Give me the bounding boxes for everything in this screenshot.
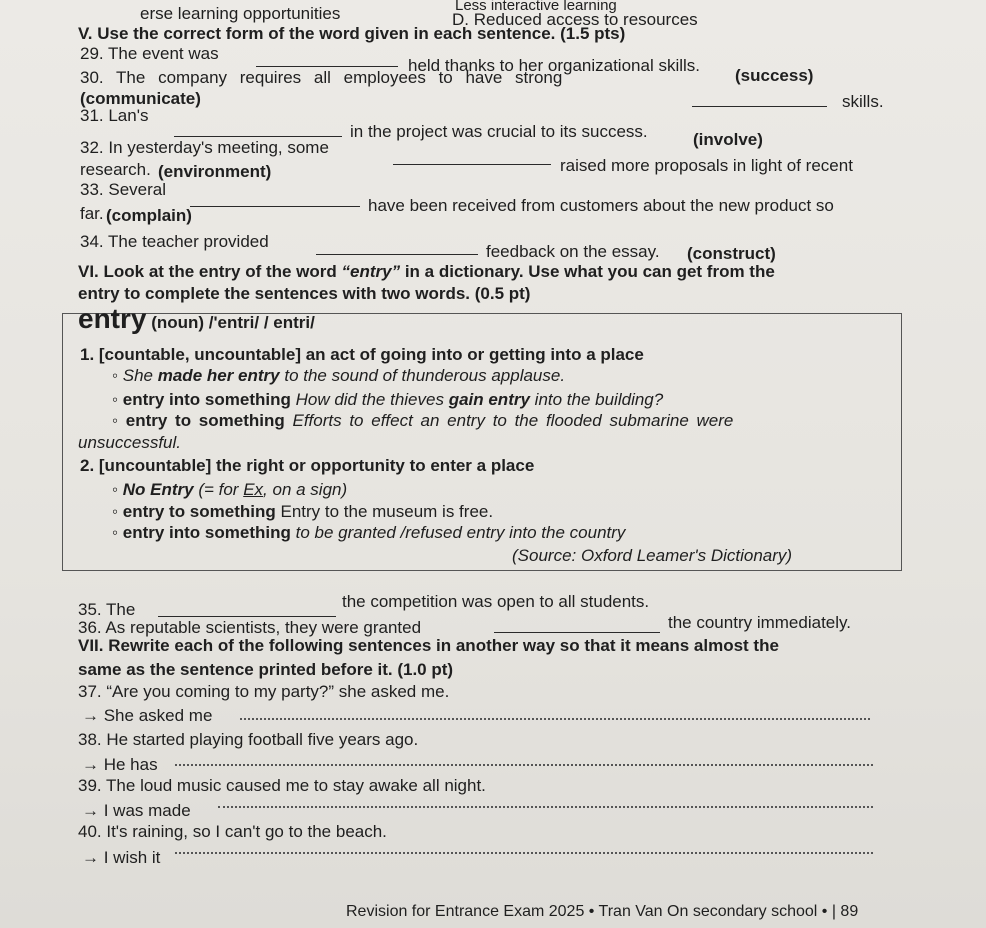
- option-d: D. Reduced access to resources: [452, 10, 698, 29]
- sense-2: 2. [uncountable] the right or opportunity to enter a place: [80, 456, 535, 475]
- q37-prompt: 37. “Are you coming to my party?” she asked me.: [78, 682, 450, 701]
- section5-heading: V. Use the correct form of the word given in each sentence. (1.5 pts): [78, 24, 626, 43]
- q31-blank[interactable]: [174, 136, 342, 137]
- q29-before: 29. The event was: [80, 44, 219, 63]
- q36-after: the country immediately.: [668, 613, 851, 632]
- q38-prompt: 38. He started playing football five years ago.: [78, 730, 419, 749]
- q39-start: → I was made: [82, 801, 191, 820]
- sense-1: 1. [countable, uncountable] an act of going into or getting into a place: [80, 345, 644, 364]
- q32-blank[interactable]: [393, 164, 551, 165]
- example-2: ◦ entry into something How did the thieves gain entry into the building?: [112, 390, 664, 409]
- q33-blank[interactable]: [190, 206, 360, 207]
- section6-heading-line1: VI. Look at the entry of the word “entry” in a dictionary. Use what you can get from the: [78, 262, 775, 281]
- q33-hint: (complain): [106, 206, 192, 225]
- q32-after: raised more proposals in light of recent: [560, 156, 853, 175]
- page-footer: Revision for Entrance Exam 2025 • Tran Van On secondary school • | 89: [346, 903, 859, 920]
- example-3: ◦ entry to something Efforts to effect an entry to the flooded submarine were: [112, 411, 734, 430]
- q35-after: the competition was open to all students.: [342, 592, 650, 611]
- q40-answer-line[interactable]: [175, 852, 873, 854]
- q32-before: 32. In yesterday's meeting, some: [80, 138, 329, 157]
- q29-hint: (success): [735, 66, 814, 85]
- q40-prompt: 40. It's raining, so I can't go to the beach.: [78, 822, 387, 841]
- q34-before: 34. The teacher provided: [80, 232, 269, 251]
- example-4: ◦ No Entry (= for Ex, on a sign): [112, 480, 348, 499]
- q35-before: 35. The: [78, 600, 136, 619]
- q31-hint: (involve): [693, 130, 763, 149]
- example-3-cont: unsuccessful.: [78, 433, 181, 452]
- q29-after: held thanks to her organizational skills.: [408, 56, 700, 75]
- option-top-fragment: Less interactive learning: [455, 0, 617, 14]
- q40-start: → I wish it: [82, 848, 161, 867]
- q30-line1: 30. The company requires all employees to have strong: [80, 68, 563, 87]
- q36-blank[interactable]: [494, 632, 660, 633]
- section7-heading-line2: same as the sentence printed before it. (1.0 pt): [78, 660, 454, 679]
- dictionary-headword: entry (noun) /'entri/ / entri/: [78, 303, 315, 334]
- q38-answer-line[interactable]: [175, 764, 873, 766]
- q33-line2: far.: [80, 204, 104, 223]
- q32-line2: research.: [80, 160, 151, 179]
- q31-before: 31. Lan's: [80, 106, 149, 125]
- q37-answer-line[interactable]: [240, 718, 870, 720]
- q33-after: have been received from customers about the new product so: [368, 196, 834, 215]
- q32-hint: (environment): [158, 162, 272, 181]
- q34-hint: (construct): [687, 244, 776, 263]
- option-c-fragment: erse learning opportunities: [140, 4, 341, 23]
- q29-blank[interactable]: [256, 66, 398, 67]
- q34-blank[interactable]: [316, 254, 478, 255]
- q31-after: in the project was crucial to its success.: [350, 122, 648, 141]
- example-1: ◦ She made her entry to the sound of thunderous applause.: [112, 366, 566, 385]
- example-6: ◦ entry into something to be granted /refused entry into the country: [112, 523, 626, 542]
- example-5: ◦ entry to something Entry to the museum is free.: [112, 502, 494, 521]
- dictionary-source: (Source: Oxford Leamer's Dictionary): [512, 546, 793, 565]
- q38-start: → He has: [82, 755, 158, 774]
- q33-before: 33. Several: [80, 180, 166, 199]
- q30-blank[interactable]: [692, 106, 827, 107]
- q34-after: feedback on the essay.: [486, 242, 660, 261]
- q39-prompt: 39. The loud music caused me to stay awake all night.: [78, 776, 486, 795]
- q37-start: → She asked me: [82, 706, 213, 725]
- q39-answer-line[interactable]: [218, 806, 873, 808]
- q30-hint: (communicate): [80, 89, 201, 108]
- section6-heading-line2: entry to complete the sentences with two words. (0.5 pt): [78, 284, 531, 303]
- q30-after: skills.: [842, 92, 884, 111]
- q36-before: 36. As reputable scientists, they were granted: [78, 618, 422, 637]
- q35-blank[interactable]: [158, 616, 336, 617]
- section7-heading-line1: VII. Rewrite each of the following sentences in another way so that it means almost the: [78, 636, 779, 655]
